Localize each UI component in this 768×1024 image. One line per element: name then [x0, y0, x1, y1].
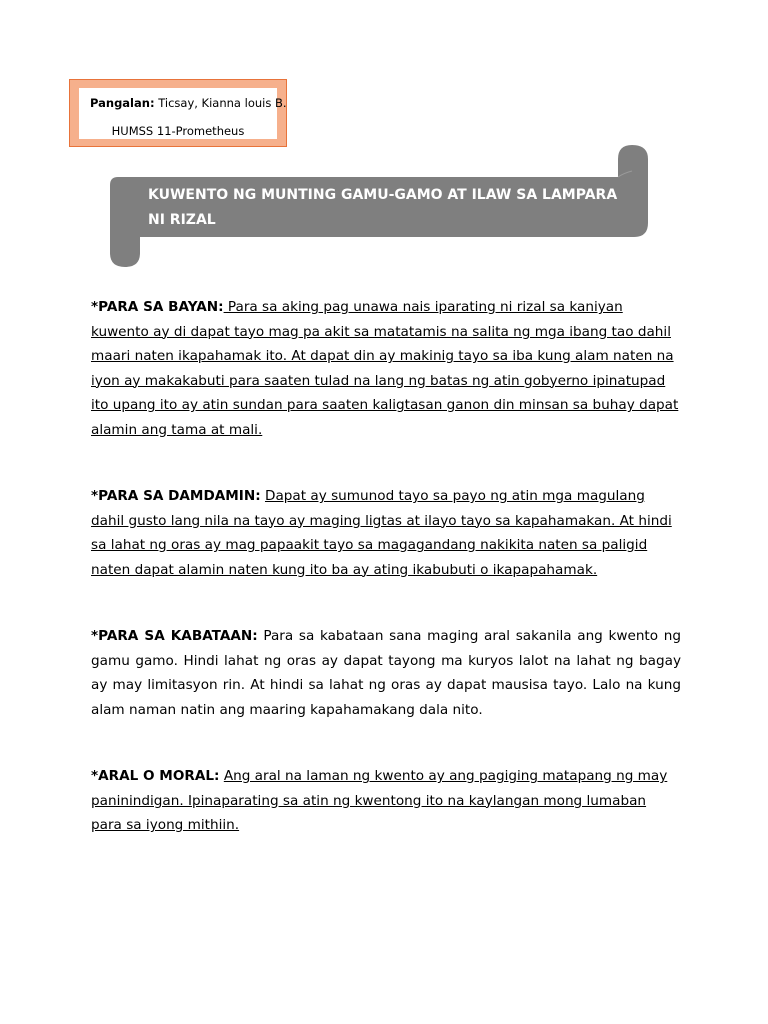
class-section: HUMSS 11-Prometheus — [111, 124, 245, 138]
title-banner — [110, 145, 648, 267]
section-text: Para sa kabataan sana maging aral sakanila ang kwento ng gamu gamo. Hindi lahat ng oras ay dapat tayong ma kuryos lalot na lahat ng bagay ay may limitasyon rin. At hindi sa lahat ng oras ay dapat mausisa tayo. Lalo na kung alam naman natin ang maaring kapahamakang dala nito. — [91, 628, 681, 718]
name-label: Pangalan: — [90, 96, 155, 110]
section-text: Dapat ay sumunod tayo sa payo ng atin mga magulang dahil gusto lang nila na tayo ay maging ligtas at ilayo tayo sa kapahamakan. At hindi sa lahat ng oras ay mag papaakit tayo sa magagandang nakikita naten sa paligid naten dapat alamin naten kung ito ba ay ating ikabubuti o ikapapahamak. — [91, 488, 672, 578]
name-box — [69, 79, 287, 147]
section-label: *PARA SA KABATAAN: — [91, 628, 258, 644]
document-title: KUWENTO NG MUNTING GAMU-GAMO AT ILAW SA LAMPARA NI RIZAL — [148, 187, 618, 228]
section-label: *PARA SA DAMDAMIN: — [91, 488, 261, 504]
section-label: *ARAL O MORAL: — [91, 768, 220, 784]
section-para-sa-damdamin — [91, 484, 681, 582]
section-label: *PARA SA BAYAN: — [91, 299, 224, 315]
name-box-inner — [79, 88, 287, 139]
section-text: Para sa aking pag unawa nais iparating ni rizal sa kaniyan kuwento ay di dapat tayo mag pa akit sa matatamis na salita ng mga ibang tao dahil maari naten ikapahamak ito. At dapat din ay makinig tayo sa iba kung alam naten na iyon ay makakabuti para saaten tulad na lang ng batas ng atin gobyerno ipinatupad ito upang ito ay atin sundan para saaten kaligtasan ganon din minsan sa buhay dapat alamin ang tama at mali. — [91, 299, 679, 438]
name-line — [90, 96, 287, 110]
section-aral-o-moral — [91, 764, 681, 838]
section-text: Ang aral na laman ng kwento ay ang pagiging matapang ng may paninindigan. Ipinaparating sa atin ng kwentong ito na kaylangan mong lumaban para sa iyong mithiin. — [91, 768, 668, 833]
section-para-sa-kabataan — [91, 624, 681, 722]
student-name: Ticsay, Kianna louis B. — [154, 96, 287, 110]
section-para-sa-bayan — [91, 295, 681, 442]
